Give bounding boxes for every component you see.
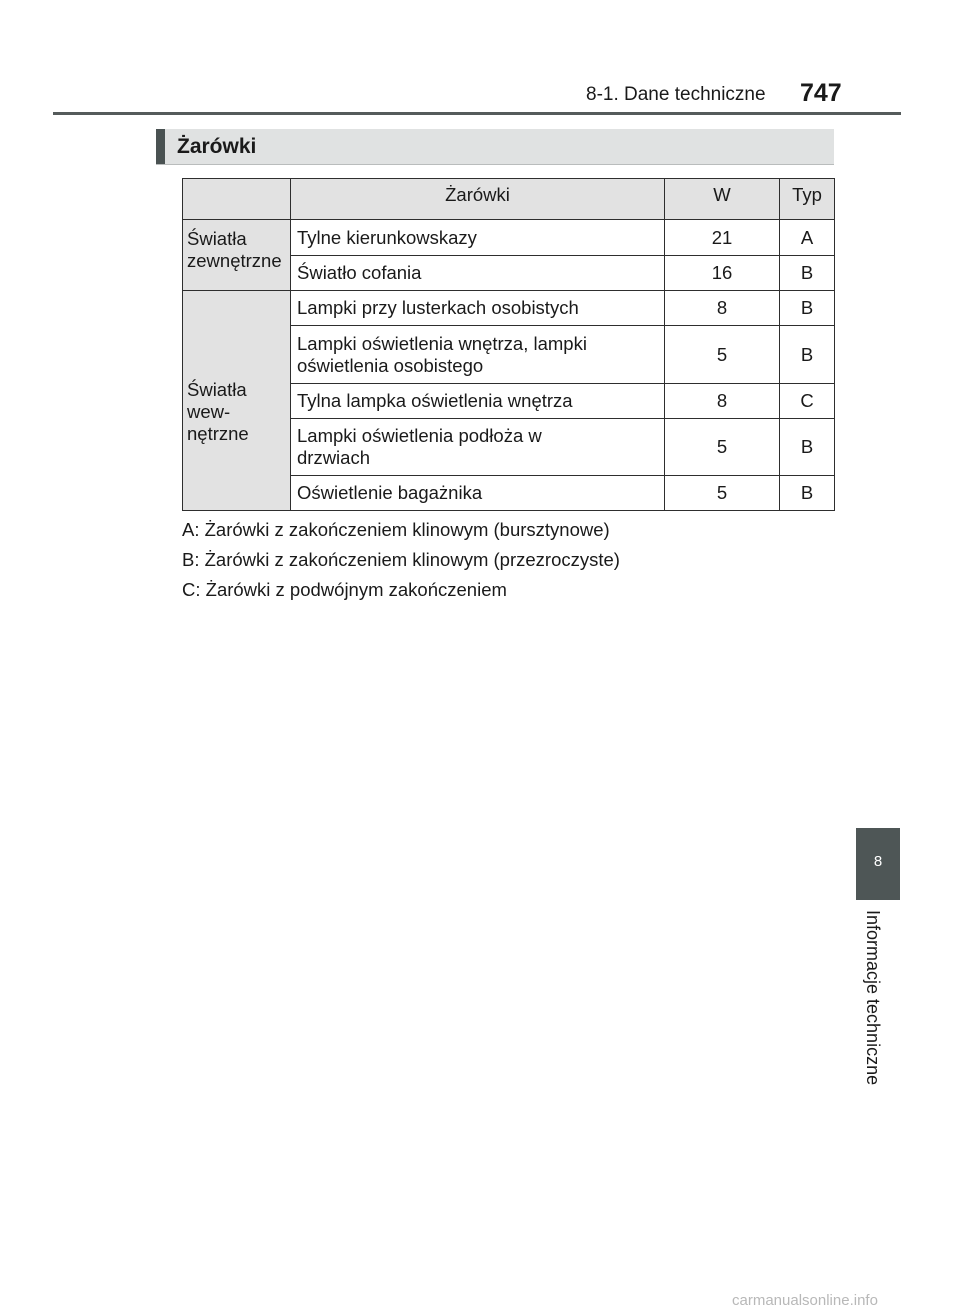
page-number: 747 — [800, 79, 842, 107]
bulb-watts: 5 — [665, 419, 780, 476]
header-cell-group — [183, 179, 291, 220]
chapter-tab — [856, 828, 900, 900]
bulb-name: Lampki oświetlenia wnętrza, lampki oświetlenia osobistego — [291, 326, 665, 384]
bulb-type: C — [780, 384, 835, 419]
bulb-name: Lampki przy lusterkach osobistych — [291, 291, 665, 326]
section-title: Żarówki — [177, 135, 257, 158]
section-heading — [156, 129, 834, 165]
bulb-name: Lampki oświetlenia podłoża w drzwiach — [291, 419, 665, 476]
bulb-type: B — [780, 419, 835, 476]
bulb-type: B — [780, 326, 835, 384]
bulb-watts: 8 — [665, 384, 780, 419]
bulb-type: B — [780, 291, 835, 326]
type-legend — [182, 515, 620, 605]
section-accent — [156, 129, 165, 164]
header-divider — [53, 112, 901, 115]
group-label: Światła zewnętrzne — [187, 228, 282, 271]
bulb-name: Światło cofania — [291, 256, 665, 291]
legend-item: A: Żarówki z zakończeniem klinowym (bursztynowe) — [182, 519, 610, 540]
section-name: 8-1. Dane techniczne — [586, 84, 766, 105]
watermark: carmanualsonline.info — [732, 1292, 878, 1309]
bulb-type: A — [780, 220, 835, 256]
chapter-label: Informacje techniczne — [863, 910, 883, 1086]
legend-item: B: Żarówki z zakończeniem klinowym (przezroczyste) — [182, 549, 620, 570]
group-cell-exterior — [183, 220, 291, 291]
bulb-watts: 8 — [665, 291, 780, 326]
bulb-type: B — [780, 476, 835, 511]
bulb-type: B — [780, 256, 835, 291]
chapter-number: 8 — [873, 853, 883, 870]
bulb-name: Tylna lampka oświetlenia wnętrza — [291, 384, 665, 419]
bulb-name: Tylne kierunkowskazy — [291, 220, 665, 256]
bulb-watts: 21 — [665, 220, 780, 256]
table-row — [183, 291, 835, 326]
header-cell-bulbs: Żarówki — [291, 179, 665, 220]
bulb-watts: 5 — [665, 326, 780, 384]
group-label: Światła wew- nętrzne — [187, 378, 249, 444]
table-header-row — [183, 179, 835, 220]
table-row — [183, 220, 835, 256]
group-cell-interior — [183, 291, 291, 511]
header-cell-type: Typ — [780, 179, 835, 220]
bulb-name: Oświetlenie bagażnika — [291, 476, 665, 511]
bulb-watts: 16 — [665, 256, 780, 291]
legend-item: C: Żarówki z podwójnym zakończeniem — [182, 579, 507, 600]
bulb-watts: 5 — [665, 476, 780, 511]
bulbs-table — [182, 178, 835, 511]
header-cell-watts: W — [665, 179, 780, 220]
